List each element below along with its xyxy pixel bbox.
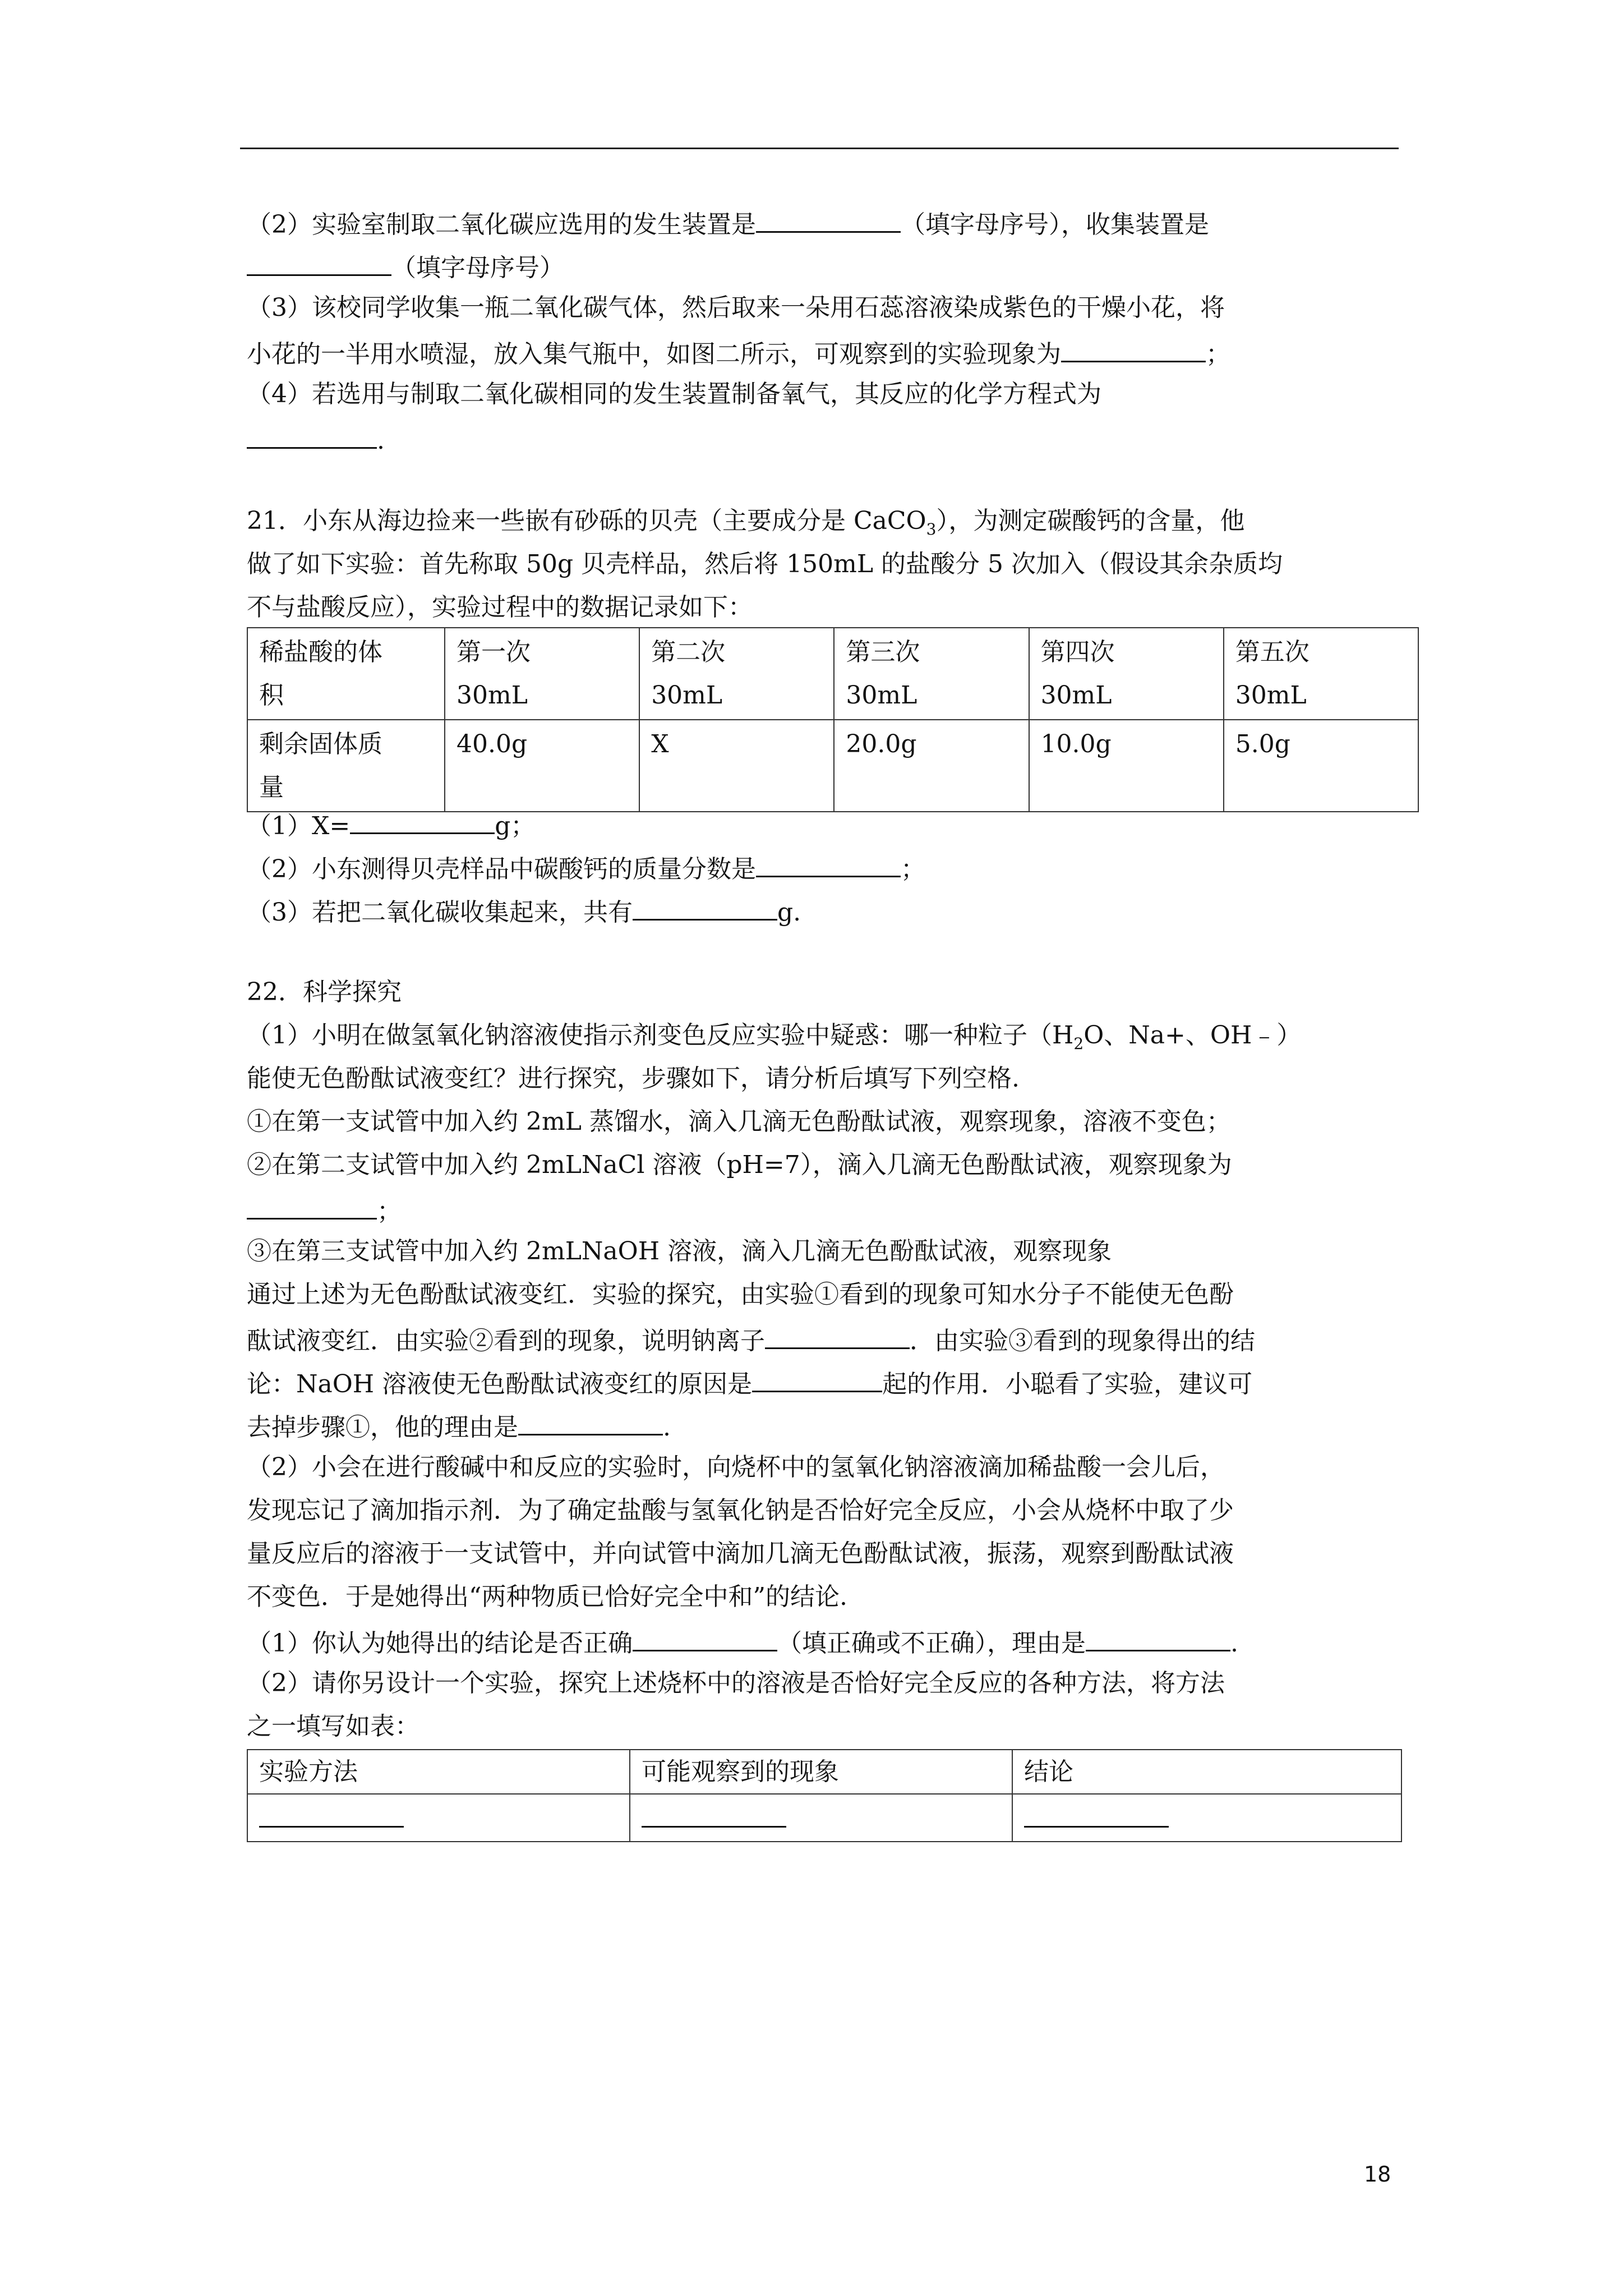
table-cell: 第四次 30mL xyxy=(1029,628,1224,720)
answer-blank[interactable] xyxy=(756,844,901,877)
table-row xyxy=(247,1794,1401,1842)
q21-data-table xyxy=(247,627,1419,812)
answer-blank[interactable] xyxy=(259,1795,404,1828)
question-22 xyxy=(247,970,1402,1748)
table-cell: X xyxy=(639,720,834,812)
table-cell: 10.0g xyxy=(1029,720,1224,812)
table-row xyxy=(247,628,1418,720)
table-cell: 第二次 30mL xyxy=(639,628,834,720)
q20-part2-line2: （填字母序号） xyxy=(247,243,1402,286)
table-row xyxy=(247,720,1418,812)
q20-part3-line1: （3）该校同学收集一瓶二氧化碳气体，然后取来一朵用石蕊溶液染成紫色的干燥小花，将 xyxy=(247,293,1225,322)
answer-blank[interactable] xyxy=(1086,1618,1230,1651)
q22-step3: ③在第三支试管中加入约 2mLNaOH 溶液，滴入几滴无色酚酞试液，观察现象 xyxy=(247,1237,1112,1266)
table-header-conclusion: 结论 xyxy=(1012,1750,1401,1794)
q22-p2-line2: 发现忘记了滴加指示剂．为了确定盐酸与氢氧化钠是否恰好完全反应，小会从烧杯中取了少 xyxy=(247,1496,1234,1525)
answer-blank[interactable] xyxy=(633,887,777,921)
q21-sub2: （2）小东测得贝壳样品中碳酸钙的质量分数是 ； xyxy=(247,844,1402,887)
answer-blank[interactable] xyxy=(633,1618,777,1651)
q22-p1-line2: 能使无色酚酞试液变红？进行探究，步骤如下，请分析后填写下列空格. xyxy=(247,1064,1020,1093)
q22-p1-line1: （1）小明在做氢氧化钠溶液使指示剂变色反应实验中疑惑：哪一种粒子（$H_2O$、Na+、OH﹣） xyxy=(247,1021,1302,1053)
q21-line2: 做了如下实验：首先称取 50g 贝壳样品，然后将 150mL 的盐酸分 5 次加入（假设其余杂质均 xyxy=(247,550,1283,578)
q22-subq2-line1: （2）请你另设计一个实验，探究上述烧杯中的溶液是否恰好完全反应的各种方法，将方法 xyxy=(247,1669,1225,1697)
q20-part3-line2: 小花的一半用水喷湿，放入集气瓶中，如图二所示，可观察到的实验现象为 ； xyxy=(247,329,1402,372)
q20-part2-line1: （2）实验室制取二氧化碳应选用的发生装置是 （填字母序号），收集装置是 xyxy=(247,200,1402,243)
table-header-method: 实验方法 xyxy=(247,1750,630,1794)
header-rule xyxy=(240,148,1399,149)
q22-step2-answer: ； xyxy=(247,1186,1402,1230)
row-header-volume: 稀盐酸的体 积 xyxy=(247,628,445,720)
table-cell xyxy=(1012,1794,1401,1842)
answer-blank[interactable] xyxy=(765,1316,910,1349)
q22-step1: ①在第一支试管中加入约 2mL 蒸馏水，滴入几滴无色酚酞试液，观察现象，溶液不变色； xyxy=(247,1107,1231,1136)
q20-part4-line1: （4）若选用与制取二氧化碳相同的发生装置制备氧气，其反应的化学方程式为 xyxy=(247,380,1101,408)
answer-blank[interactable] xyxy=(756,200,901,233)
table-cell: 第一次 30mL xyxy=(445,628,639,720)
q22-conclusion-line1: 通过上述为无色酚酞试液变红．实验的探究，由实验①看到的现象可知水分子不能使无色酚 xyxy=(247,1280,1234,1309)
q22-conclusion-line2: 酞试液变红．由实验②看到的现象，说明钠离子 ．由实验③看到的现象得出的结 xyxy=(247,1316,1402,1359)
q22-p2-line1: （2）小会在进行酸碱中和反应的实验时，向烧杯中的氢氧化钠溶液滴加稀盐酸一会儿后， xyxy=(247,1453,1225,1481)
table-cell: 5.0g xyxy=(1224,720,1418,812)
q22-subq1: （1）你认为她得出的结论是否正确 （填正确或不正确），理由是 . xyxy=(247,1618,1402,1662)
q22-conclusion-line4: 去掉步骤①，他的理由是 . xyxy=(247,1402,1402,1446)
q22-method-table xyxy=(247,1749,1402,1842)
answer-blank[interactable] xyxy=(247,243,391,276)
q21-line1: 21．小东从海边捡来一些嵌有砂砾的贝壳（主要成分是 CaCO$_3$），为测定碳酸钙的含量，他 xyxy=(247,507,1245,539)
q22-p2-line4: 不变色．于是她得出“两种物质已恰好完全中和”的结论. xyxy=(247,1582,847,1611)
q22-title: 22．科学探究 xyxy=(247,978,402,1006)
q21-subquestions xyxy=(247,801,1402,931)
q21-sub1: （1）X= g； xyxy=(247,801,1402,844)
answer-blank[interactable] xyxy=(247,1186,377,1220)
table-cell: 40.0g xyxy=(445,720,639,812)
table-cell xyxy=(630,1794,1012,1842)
table-cell: 第五次 30mL xyxy=(1224,628,1418,720)
answer-blank[interactable] xyxy=(752,1359,882,1392)
row-header-mass: 剩余固体质 量 xyxy=(247,720,445,812)
table-row xyxy=(247,1750,1401,1794)
answer-blank[interactable] xyxy=(1061,329,1206,362)
page-number: 18 xyxy=(1364,2162,1391,2187)
answer-blank[interactable] xyxy=(247,416,377,449)
table-cell: 第三次 30mL xyxy=(834,628,1029,720)
answer-blank[interactable] xyxy=(518,1402,663,1435)
q20-part4-line2: . xyxy=(247,416,1402,459)
q21-line3: 不与盐酸反应），实验过程中的数据记录如下： xyxy=(247,593,753,622)
q22-p2-line3: 量反应后的溶液于一支试管中，并向试管中滴加几滴无色酚酞试液，振荡，观察到酚酞试液 xyxy=(247,1539,1234,1568)
q21-sub3: （3）若把二氧化碳收集起来，共有 g. xyxy=(247,887,1402,931)
table-cell: 20.0g xyxy=(834,720,1029,812)
q22-step2: ②在第二支试管中加入约 2mLNaCl 溶液（pH=7），滴入几滴无色酚酞试液，观察现象为 xyxy=(247,1151,1232,1179)
q22-subq2-line2: 之一填写如表： xyxy=(247,1712,419,1741)
table-cell xyxy=(247,1794,630,1842)
q22-conclusion-line3: 论：NaOH 溶液使无色酚酞试液变红的原因是 起的作用．小聪看了实验，建议可 xyxy=(247,1359,1402,1402)
answer-blank[interactable] xyxy=(350,801,495,834)
question-20-continued xyxy=(247,200,1402,459)
table-header-phenomenon: 可能观察到的现象 xyxy=(630,1750,1012,1794)
answer-blank[interactable] xyxy=(1024,1795,1169,1828)
answer-blank[interactable] xyxy=(642,1795,786,1828)
question-21 xyxy=(247,499,1402,629)
